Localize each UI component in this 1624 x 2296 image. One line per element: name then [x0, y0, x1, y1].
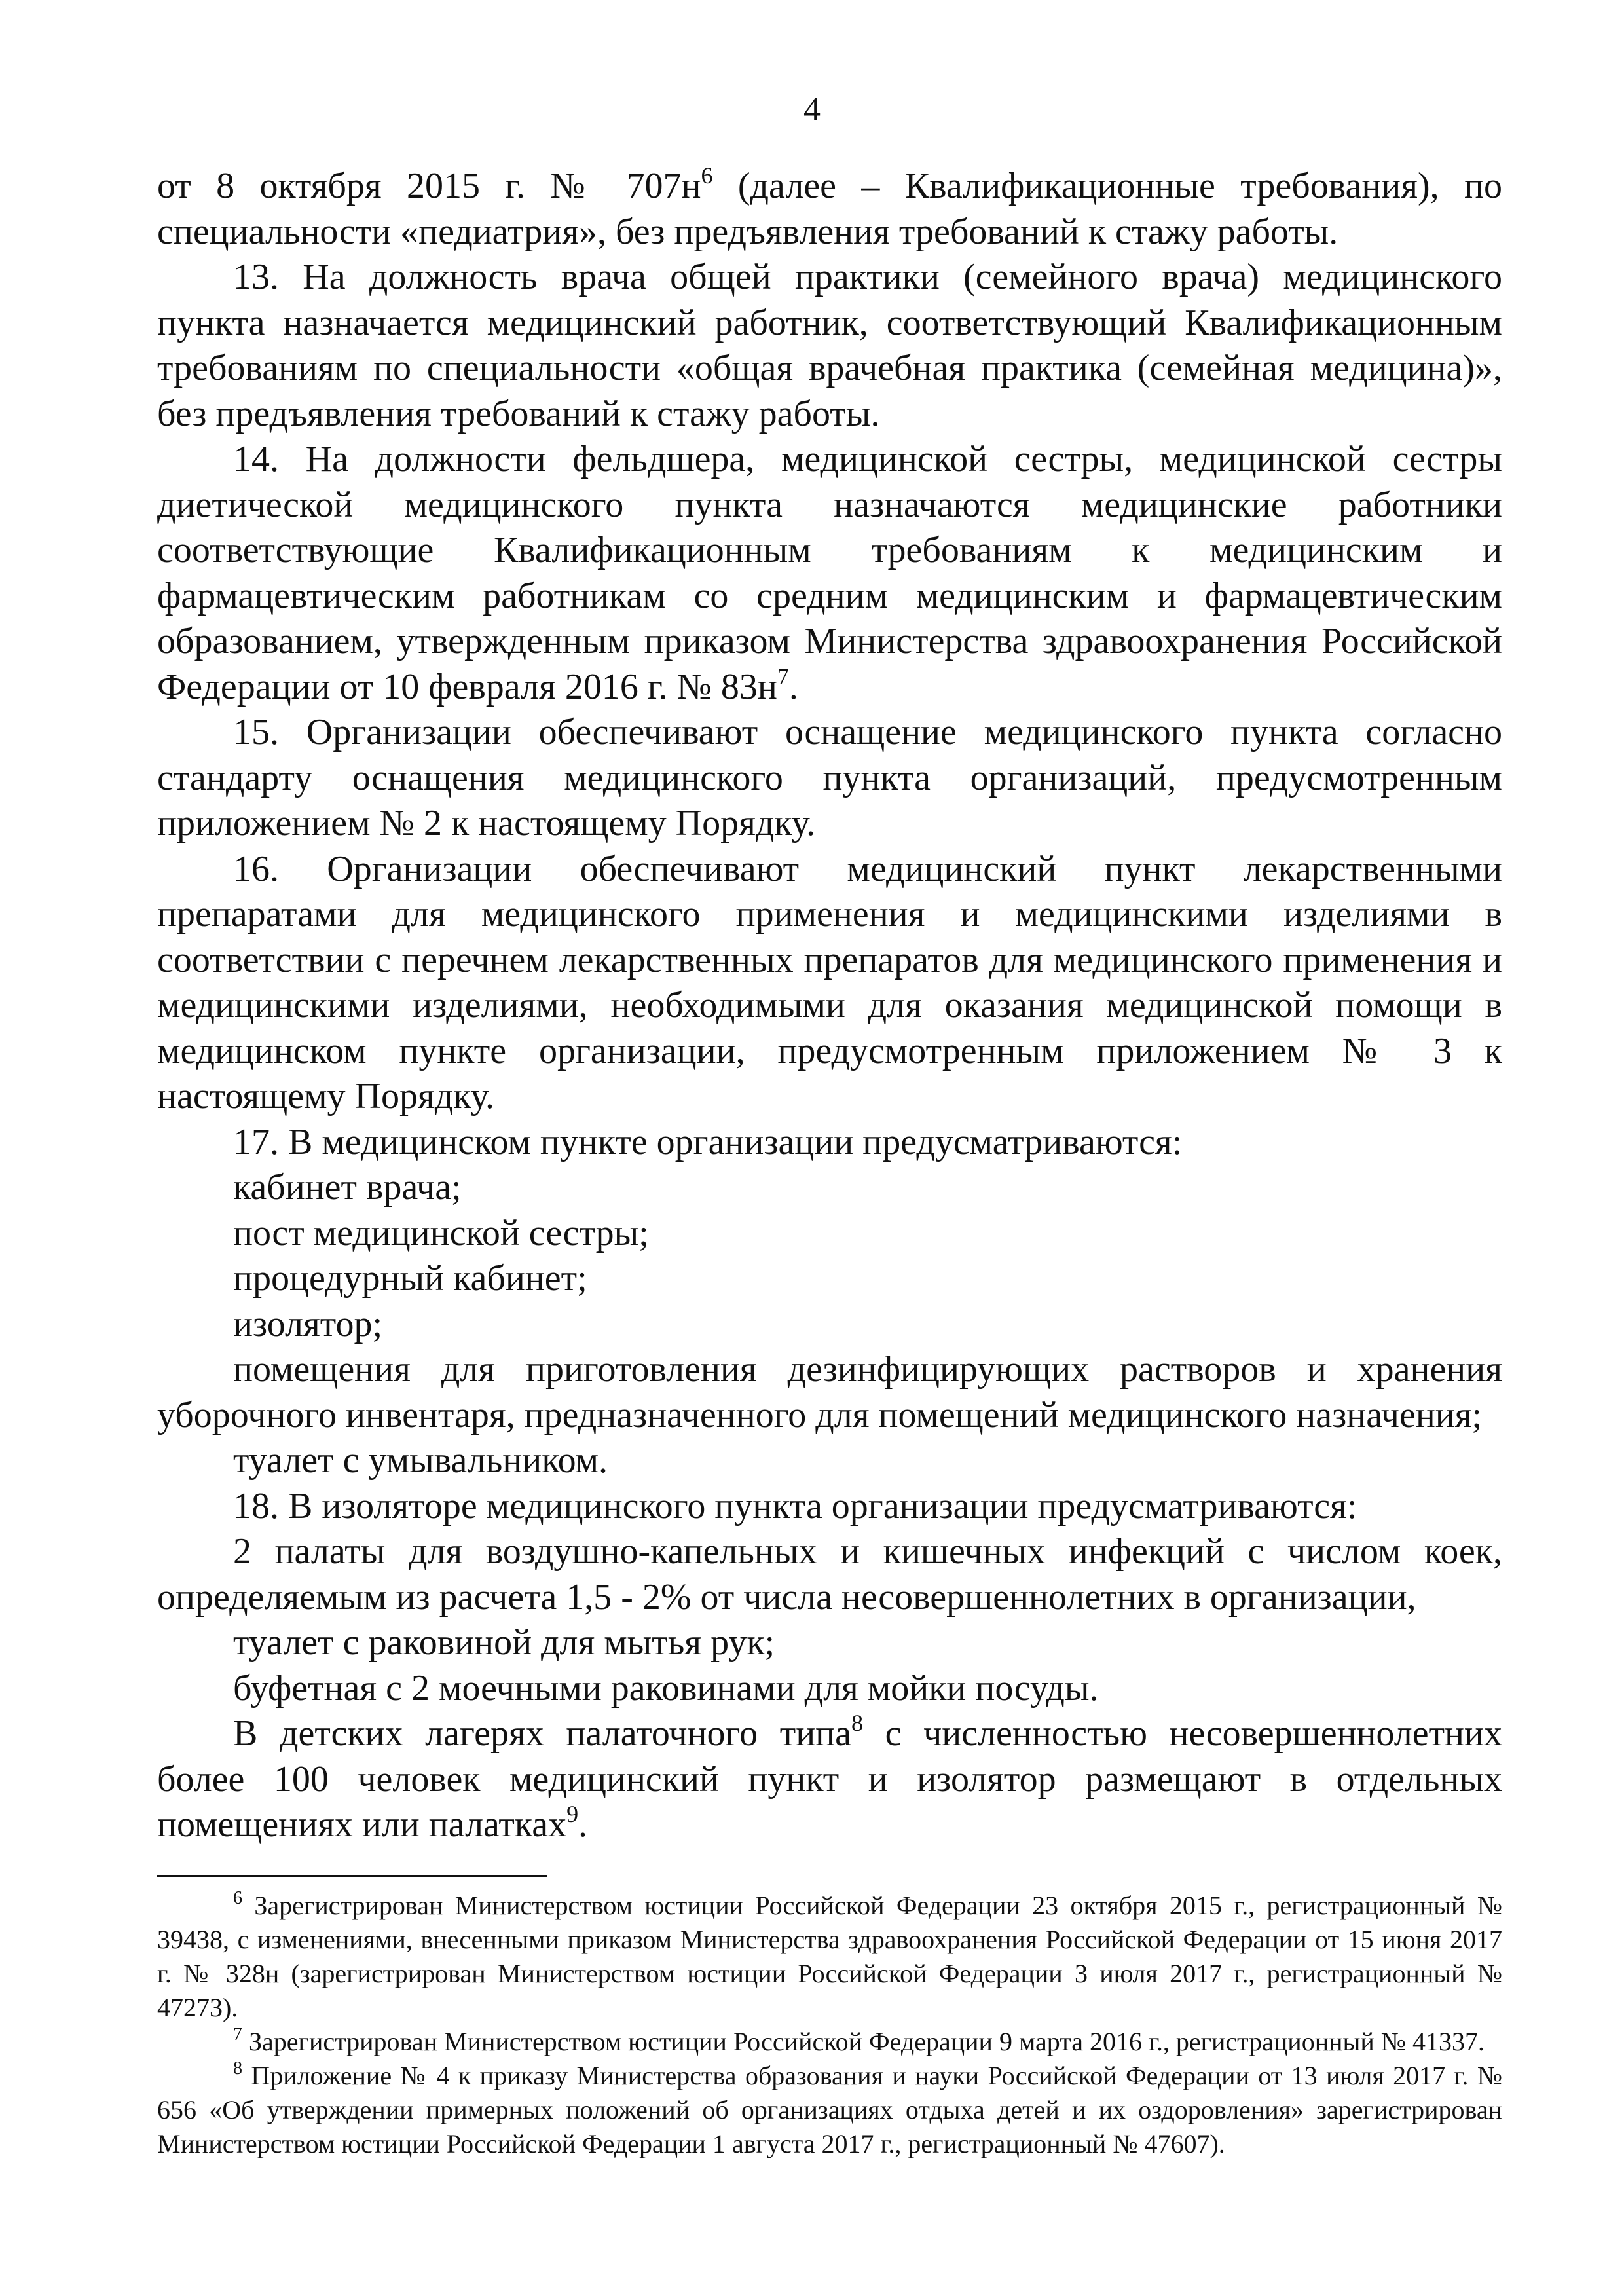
list-item: буфетная с 2 моечными раковинами для мойки посуды. [233, 1667, 1099, 1709]
footnote-6 [157, 1889, 1502, 2025]
paragraph-text: с численностью несовершеннолетних более 100 человек медицинский пункт и изолятор размещают в отдельных помещениях или палатках [157, 1713, 1502, 1845]
paragraph-18: 18. В изоляторе медицинского пункта организации предусматриваются: [233, 1485, 1357, 1527]
paragraph-text: В детских лагерях палаточного типа [233, 1713, 851, 1754]
footnote-text: Зарегистрирован Министерством юстиции Российской Федерации 23 октября 2015 г., регистрационный № 39438, с изменениями, внесенными приказом Министерства здравоохранения Российской Федерации от 15 июня 2017 г. № 328н (зарегистрирован Министерством юстиции Российской Федерации 3 июля 2017 г., регистрационный № 47273). [157, 1891, 1502, 2022]
paragraph-14 [157, 437, 1502, 710]
footnote-number: 7 [233, 2024, 242, 2045]
footnote-ref-9: 9 [566, 1801, 579, 1827]
footnote-number: 6 [233, 1888, 242, 1908]
list-item: помещения для приготовления дезинфицирующих растворов и хранения уборочного инвентаря, предназначенного для помещений медицинского назначения; [157, 1349, 1502, 1435]
paragraph-text: (далее – Квалификационные требования), по специальности «педиатрия», без предъявления требований к стажу работы. [157, 166, 1502, 252]
page-number: 4 [803, 91, 821, 128]
document-body [157, 164, 1502, 1848]
footnote-text: Зарегистрирован Министерством юстиции Российской Федерации 9 марта 2016 г., регистрационный № 41337. [242, 2027, 1485, 2056]
paragraph-text: 14. На должности фельдшера, медицинской сестры, медицинской сестры диетической медицинского пункта назначаются медицинские работники соответствующие Квалификационным требованиям к медицинским и фармацевтическим работникам со средним медицинским и фармацевтическим образованием, утвержденным приказом Министерства здравоохранения Российской Федерации от 10 февраля 2016 г. № 83н [157, 439, 1502, 707]
paragraph-text: . [788, 666, 798, 707]
list-item: пост медицинской сестры; [233, 1212, 649, 1253]
paragraph-camps [157, 1711, 1502, 1848]
footnote-text: Приложение № 4 к приказу Министерства образования и науки Российской Федерации от 13 июля 2017 г. № 656 «Об утверждении примерных положений об организациях отдыха детей и их оздоровления» зарегистрирован Министерством юстиции Российской Федерации 1 августа 2017 г., регистрационный № 47607). [157, 2061, 1502, 2158]
paragraph-15: 15. Организации обеспечивают оснащение медицинского пункта согласно стандарту оснащения медицинского пункта организаций, предусмотренным приложением № 2 к настоящему Порядку. [157, 712, 1502, 843]
paragraph-16: 16. Организации обеспечивают медицинский пункт лекарственными препаратами для медицинского применения и медицинскими изделиями в соответствии с перечнем лекарственных препаратов для медицинского применения и медицинскими изделиями, необходимыми для оказания медицинской помощи в медицинском пункте организации, предусмотренным приложением № 3 к настоящему Порядку. [157, 848, 1502, 1117]
list-item: туалет с раковиной для мытья рук; [233, 1622, 775, 1663]
list-item: изолятор; [233, 1303, 383, 1344]
footnote-ref-8: 8 [851, 1710, 863, 1736]
list-item: кабинет врача; [233, 1167, 462, 1208]
list-item: туалет с умывальником. [233, 1440, 608, 1481]
paragraph-text: от 8 октября 2015 г. № 707н [157, 166, 701, 206]
footnote-separator [157, 1875, 547, 1877]
list-item: 2 палаты для воздушно-капельных и кишечных инфекций с числом коек, определяемым из расчета 1,5 - 2% от числа несовершеннолетних в организации, [157, 1531, 1502, 1618]
paragraph-13: 13. На должность врача общей практики (семейного врача) медицинского пункта назначается медицинский работник, соответствующий Квалификационным требованиям по специальности «общая врачебная практика (семейная медицина)», без предъявления требований к стажу работы. [157, 257, 1502, 434]
paragraph-text: . [578, 1804, 588, 1845]
footnote-8 [157, 2059, 1502, 2161]
footnote-ref-7: 7 [777, 663, 789, 690]
footnote-number: 8 [233, 2058, 242, 2079]
paragraph-17: 17. В медицинском пункте организации предусматриваются: [233, 1121, 1183, 1162]
footnotes [157, 1889, 1502, 2161]
list-item: процедурный кабинет; [233, 1258, 587, 1299]
footnote-ref-6: 6 [701, 162, 713, 189]
paragraph-continuation [157, 164, 1502, 255]
footnote-7 [157, 2025, 1502, 2059]
